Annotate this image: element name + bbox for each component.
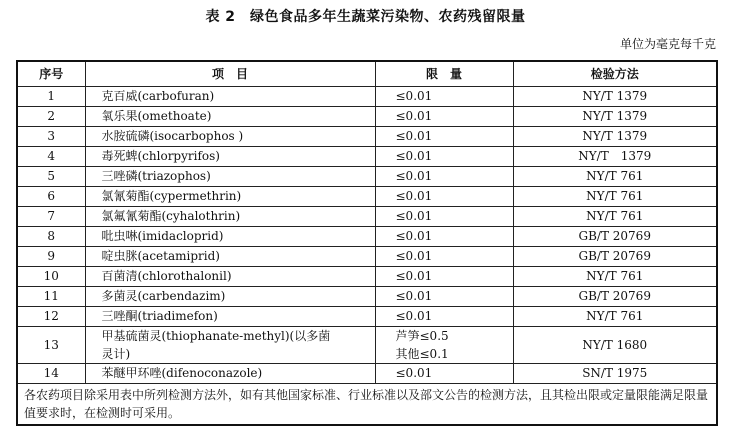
row-no: 4	[17, 147, 85, 167]
row-method: NY/T 1680	[513, 327, 717, 364]
row-no: 7	[17, 207, 85, 227]
table-row	[17, 247, 717, 267]
row-limit-line: 其他≤0.1	[395, 347, 449, 361]
table-row	[17, 187, 717, 207]
row-limit: ≤0.01	[375, 87, 513, 107]
row-item: 百菌清(chlorothalonil)	[85, 267, 375, 287]
row-no: 11	[17, 287, 85, 307]
row-limit: ≤0.01	[375, 127, 513, 147]
table-footnote: 各农药项目除采用表中所列检测方法外，如有其他国家标准、行业标准以及部文公告的检测方法，且其检出限或定量限能满足限量值要求时，在检测时可采用。	[17, 384, 717, 426]
row-no: 2	[17, 107, 85, 127]
table-row	[17, 107, 717, 127]
row-item: 氯氰菊酯(cypermethrin)	[85, 187, 375, 207]
row-limit: ≤0.01	[375, 207, 513, 227]
table-row	[17, 167, 717, 187]
row-item: 毒死蜱(chlorpyrifos)	[85, 147, 375, 167]
row-method: NY/T 761	[513, 207, 717, 227]
row-limit: ≤0.01	[375, 147, 513, 167]
row-limit: ≤0.01	[375, 247, 513, 267]
row-method: NY/T 761	[513, 307, 717, 327]
row-item: 吡虫啉(imidacloprid)	[85, 227, 375, 247]
unit-note: 单位为毫克每千克	[619, 37, 716, 51]
table-row	[17, 87, 717, 107]
row-limit: ≤0.01	[375, 187, 513, 207]
table-row	[17, 127, 717, 147]
row-limit: ≤0.01	[375, 167, 513, 187]
row-item: 啶虫脒(acetamiprid)	[85, 247, 375, 267]
row-item-line: 灵计)	[101, 347, 131, 361]
row-limit: ≤0.01	[375, 227, 513, 247]
row-item: 克百威(carbofuran)	[85, 87, 375, 107]
row-no: 3	[17, 127, 85, 147]
row-limit-line: 芦笋≤0.5	[395, 329, 449, 343]
row-item-line: 甲基硫菌灵(thiophanate-methyl)(以多菌	[101, 329, 331, 343]
row-no: 14	[17, 364, 85, 384]
row-no: 6	[17, 187, 85, 207]
row-item: 氯氟氰菊酯(cyhalothrin)	[85, 207, 375, 227]
row-limit: ≤0.01	[375, 307, 513, 327]
header-method: 检验方法	[513, 61, 717, 87]
row-item: 氧乐果(omethoate)	[85, 107, 375, 127]
row-item: 三唑磷(triazophos)	[85, 167, 375, 187]
table-row	[17, 207, 717, 227]
table-title: 表 2 绿色食品多年生蔬菜污染物、农药残留限量	[205, 9, 526, 25]
header-no: 序号	[17, 61, 85, 87]
residue-limit-table	[16, 60, 718, 426]
row-method: GB/T 20769	[513, 227, 717, 247]
row-method: NY/T 761	[513, 167, 717, 187]
row-limit: ≤0.01	[375, 364, 513, 384]
row-method: NY/T 1379	[513, 127, 717, 147]
row-no: 1	[17, 87, 85, 107]
row-item	[85, 327, 375, 364]
table-row	[17, 267, 717, 287]
row-no: 10	[17, 267, 85, 287]
table-row	[17, 227, 717, 247]
row-no: 12	[17, 307, 85, 327]
row-method: GB/T 20769	[513, 247, 717, 267]
table-header-row	[17, 61, 717, 87]
row-method: NY/T 1379	[513, 107, 717, 127]
table-row	[17, 364, 717, 384]
row-no: 13	[17, 327, 85, 364]
row-limit: ≤0.01	[375, 287, 513, 307]
row-method: NY/T 1379	[513, 87, 717, 107]
table-row	[17, 147, 717, 167]
row-no: 8	[17, 227, 85, 247]
table-row	[17, 287, 717, 307]
row-method: NY/T 761	[513, 187, 717, 207]
row-item: 三唑酮(triadimefon)	[85, 307, 375, 327]
row-limit	[375, 327, 513, 364]
row-no: 5	[17, 167, 85, 187]
table-row	[17, 327, 717, 364]
header-limit: 限 量	[375, 61, 513, 87]
row-method: GB/T 20769	[513, 287, 717, 307]
header-item: 项 目	[85, 61, 375, 87]
row-item: 水胺硫磷(isocarbophos )	[85, 127, 375, 147]
row-no: 9	[17, 247, 85, 267]
row-limit: ≤0.01	[375, 267, 513, 287]
table-footnote-row	[17, 384, 717, 426]
row-limit: ≤0.01	[375, 107, 513, 127]
table-row	[17, 307, 717, 327]
row-method: NY/T 1379	[513, 147, 717, 167]
row-method: NY/T 761	[513, 267, 717, 287]
row-method: SN/T 1975	[513, 364, 717, 384]
row-item: 苯醚甲环唑(difenoconazole)	[85, 364, 375, 384]
row-item: 多菌灵(carbendazim)	[85, 287, 375, 307]
